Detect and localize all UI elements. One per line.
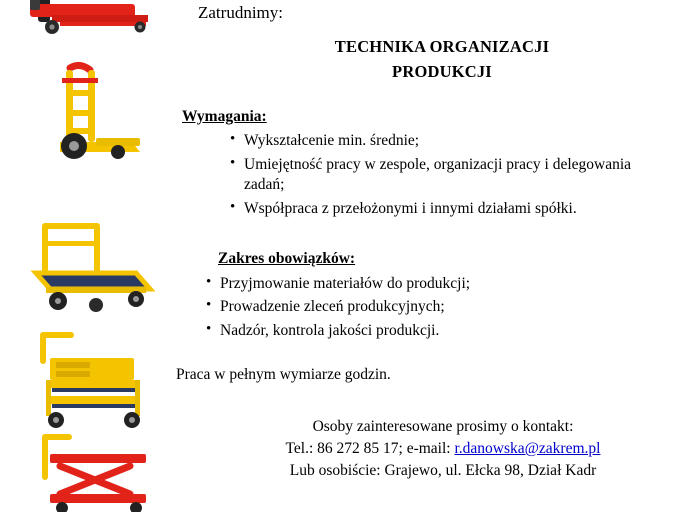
fulltime-note: Praca w pełnym wymiarze godzin.: [176, 366, 391, 384]
contact-phone-row: [186, 438, 700, 460]
scissor-lift-table-red-icon: [0, 432, 168, 512]
advertisement-text: [168, 0, 700, 500]
list-item-text: Wykształcenie min. średnie;: [244, 132, 420, 150]
requirements-heading: Wymagania:: [182, 107, 267, 125]
pallet-truck-red-image: [0, 0, 168, 38]
contact-block: [168, 416, 700, 483]
list-item-text-continued: zadań;: [244, 176, 285, 194]
requirements-list: [168, 131, 700, 219]
list-item: [206, 297, 700, 317]
intro-line: Zatrudnimy:: [198, 3, 283, 22]
product-image-column: [0, 0, 168, 500]
list-item: [230, 131, 700, 151]
hand-truck-yellow-image: [0, 60, 168, 178]
hand-truck-yellow-icon: [0, 60, 168, 180]
platform-trolley-yellow-image: [0, 215, 168, 325]
contact-intro: Osoby zainteresowane prosimy o kontakt:: [312, 417, 574, 435]
list-item-text: Prowadzenie zleceń produkcyjnych;: [220, 298, 445, 316]
platform-trolley-yellow-icon: [0, 215, 168, 327]
contact-email-link[interactable]: r.danowska@zakrem.pl: [454, 439, 601, 457]
list-item: [230, 155, 700, 196]
scissor-lift-table-red-image: [0, 432, 168, 512]
list-item-text: Nadzór, kontrola jakości produkcji.: [220, 321, 440, 339]
contact-address: Lub osobiście: Grajewo, ul. Ełcka 98, Dział Kadr: [289, 462, 597, 480]
list-item: [206, 321, 700, 341]
tool-cart-yellow-icon: [0, 330, 168, 432]
scope-list: [168, 274, 700, 341]
list-item-text: Przyjmowanie materiałów do produkcji;: [220, 274, 471, 292]
list-item: [230, 199, 700, 219]
contact-phone-label: Tel.: 86 272 85 17; e-mail:: [285, 439, 455, 457]
page-title: [168, 36, 700, 83]
job-title-line-1: TECHNIKA ORGANIZACJI: [334, 37, 550, 57]
list-item-text: Współpraca z przełożonymi i innymi działami spółki.: [244, 199, 577, 217]
job-title-line-2: PRODUKCJI: [392, 62, 492, 82]
pallet-truck-red-icon: [0, 0, 168, 42]
scope-heading: Zakres obowiązków:: [218, 250, 356, 268]
tool-cart-yellow-image: [0, 330, 168, 430]
list-item-text: Umiejętność pracy w zespole, organizacji pracy i delegowania: [244, 155, 632, 173]
list-item: [206, 274, 700, 294]
